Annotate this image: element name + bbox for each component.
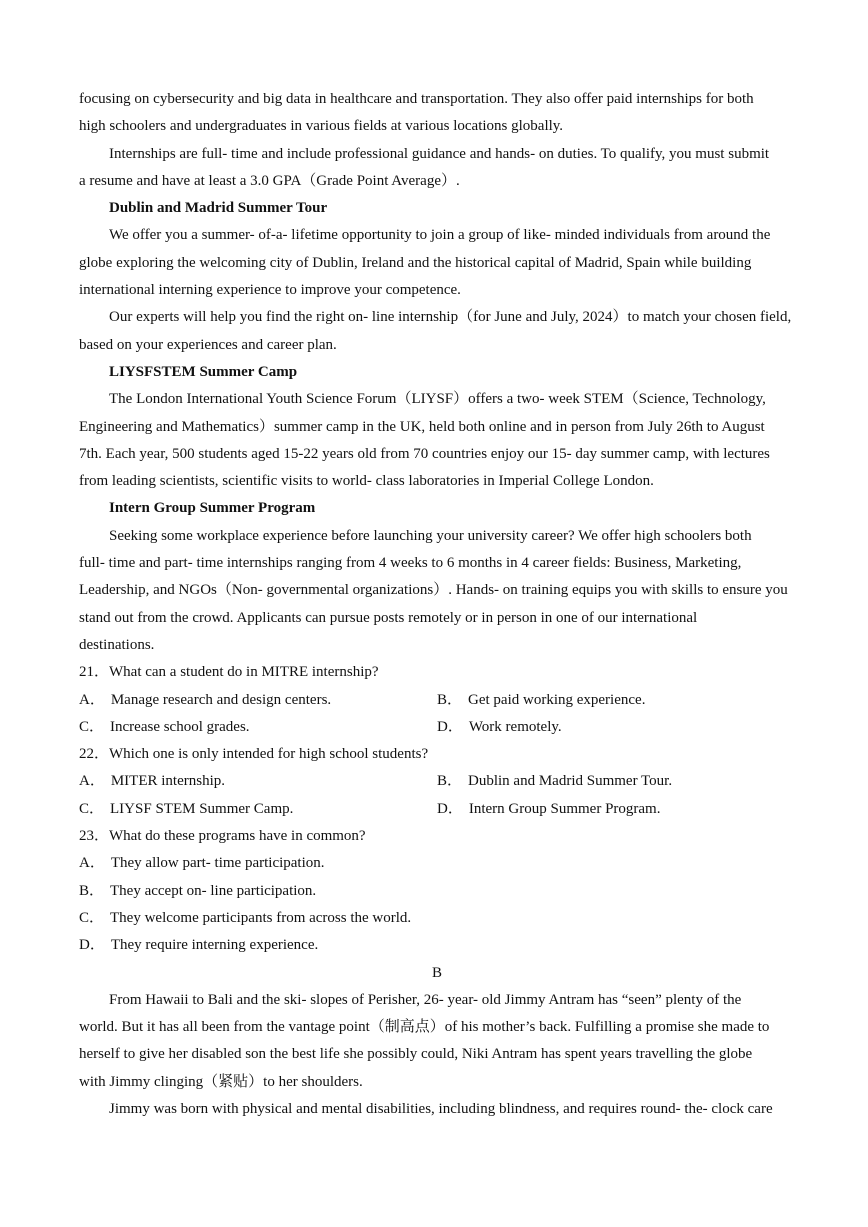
paragraph-line: The London International Youth Science Forum（LIYSF）offers a two- week STEM（Science, Technology, <box>109 391 766 408</box>
answer-option <box>79 932 318 959</box>
options-row <box>79 850 795 877</box>
answer-option <box>79 850 325 877</box>
paragraph-line: international interning experience to improve your competence. <box>79 282 461 299</box>
answer-option <box>437 719 562 735</box>
paragraph-line: Engineering and Mathematics）summer camp in the UK, held both online and in person from July 26th to August <box>79 418 765 435</box>
answer-option <box>437 801 660 817</box>
option-text: They require interning experience. <box>110 937 319 954</box>
option-text: Increase school grades. <box>110 718 250 735</box>
passage-b-text <box>79 987 795 1123</box>
option-label: D． <box>79 937 105 954</box>
option-label: D． <box>437 800 463 817</box>
option-label: B． <box>437 773 463 790</box>
option-label: A． <box>79 855 105 872</box>
answer-option <box>437 773 672 789</box>
option-label: D． <box>437 718 463 735</box>
section-heading: Intern Group Summer Program <box>109 500 316 517</box>
option-text: Manage research and design centers. <box>110 691 332 708</box>
document-page <box>79 86 795 1123</box>
option-text: Intern Group Summer Program. <box>468 800 661 817</box>
paragraph-line: destinations. <box>79 636 155 653</box>
paragraph-line: From Hawaii to Bali and the ski- slopes of Perisher, 26- year- old Jimmy Antram has “seen” plenty of the <box>109 991 742 1008</box>
paragraph-line: herself to give her disabled son the best life she possibly could, Niki Antram has spent years travelling the globe <box>79 1046 753 1063</box>
option-label: C． <box>79 800 105 817</box>
option-label: A． <box>79 691 105 708</box>
option-label: B． <box>79 882 105 899</box>
option-text: LIYSF STEM Summer Camp. <box>110 800 294 817</box>
options-row <box>79 796 795 823</box>
paragraph-line: a resume and have at least a 3.0 GPA（Grade Point Average）. <box>79 172 460 189</box>
paragraph-line: Seeking some workplace experience before launching your university career? We offer high schoolers both <box>109 527 752 544</box>
option-text: MITER internship. <box>110 773 225 790</box>
option-text: Dublin and Madrid Summer Tour. <box>468 773 673 790</box>
paragraph-line: based on your experiences and career plan. <box>79 336 337 353</box>
option-label: C． <box>79 909 105 926</box>
question-list <box>79 659 795 959</box>
option-text: They accept on- line participation. <box>110 882 317 899</box>
paragraph-line: with Jimmy clinging（紧贴）to her shoulders. <box>79 1073 363 1090</box>
option-text: Work remotely. <box>468 718 562 735</box>
answer-option <box>79 692 331 708</box>
paragraph-line: focusing on cybersecurity and big data in healthcare and transportation. They also offer paid internships for both <box>79 91 754 107</box>
question-stem: 23．What do these programs have in common? <box>79 828 366 845</box>
paragraph-line: Our experts will help you find the right on- line internship（for June and July, 2024）to match your chosen field, <box>109 309 792 326</box>
paragraph-line: Jimmy was born with physical and mental disabilities, including blindness, and requires round- the- clock care <box>109 1100 773 1117</box>
question-stem: 22．Which one is only intended for high school students? <box>79 746 429 763</box>
paragraph-line: Internships are full- time and include professional guidance and hands- on duties. To qualify, you must submit <box>109 145 770 162</box>
question-stem: 21．What can a student do in MITRE internship? <box>79 664 379 681</box>
options-row <box>79 714 795 741</box>
paragraph-line: We offer you a summer- of-a- lifetime opportunity to join a group of like- minded individuals from around the <box>109 227 771 244</box>
options-row <box>79 905 795 932</box>
passage-a-text <box>79 86 795 659</box>
answer-option <box>79 878 316 905</box>
options-row <box>79 932 795 959</box>
options-row <box>79 687 795 714</box>
option-label: C． <box>79 718 105 735</box>
paragraph-line: high schoolers and undergraduates in various fields at various locations globally. <box>79 118 564 135</box>
section-heading: Dublin and Madrid Summer Tour <box>109 200 328 217</box>
option-text: Get paid working experience. <box>468 691 646 708</box>
paragraph-line: full- time and part- time internships ranging from 4 weeks to 6 months in 4 career fields: Business, Marketing, <box>79 555 742 572</box>
section-marker: B <box>431 964 442 981</box>
section-heading: LIYSFSTEM Summer Camp <box>109 363 298 380</box>
paragraph-line: globe exploring the welcoming city of Dublin, Ireland and the historical capital of Madrid, Spain while building <box>79 254 752 271</box>
paragraph-line: Leadership, and NGOs（Non- governmental organizations）. Hands- on training equips you with skills to ensure you <box>79 582 788 599</box>
answer-option <box>437 692 645 708</box>
answer-option <box>79 773 225 789</box>
answer-option <box>79 801 293 817</box>
paragraph-line: 7th. Each year, 500 students aged 15-22 years old from 70 countries enjoy our 15- day summer camp, with lectures <box>79 445 770 462</box>
option-text: They welcome participants from across the world. <box>110 909 412 926</box>
option-label: B． <box>437 691 463 708</box>
paragraph-line: stand out from the crowd. Applicants can pursue posts remotely or in person in one of our international <box>79 609 698 626</box>
paragraph-line: from leading scientists, scientific visits to world- class laboratories in Imperial College London. <box>79 473 654 490</box>
option-label: A． <box>79 773 105 790</box>
paragraph-line: world. But it has all been from the vantage point（制高点）of his mother’s back. Fulfilling a promise she made to <box>79 1019 770 1036</box>
answer-option <box>79 905 411 932</box>
answer-option <box>79 719 250 735</box>
options-row <box>79 768 795 795</box>
option-text: They allow part- time participation. <box>110 855 325 872</box>
options-row <box>79 878 795 905</box>
